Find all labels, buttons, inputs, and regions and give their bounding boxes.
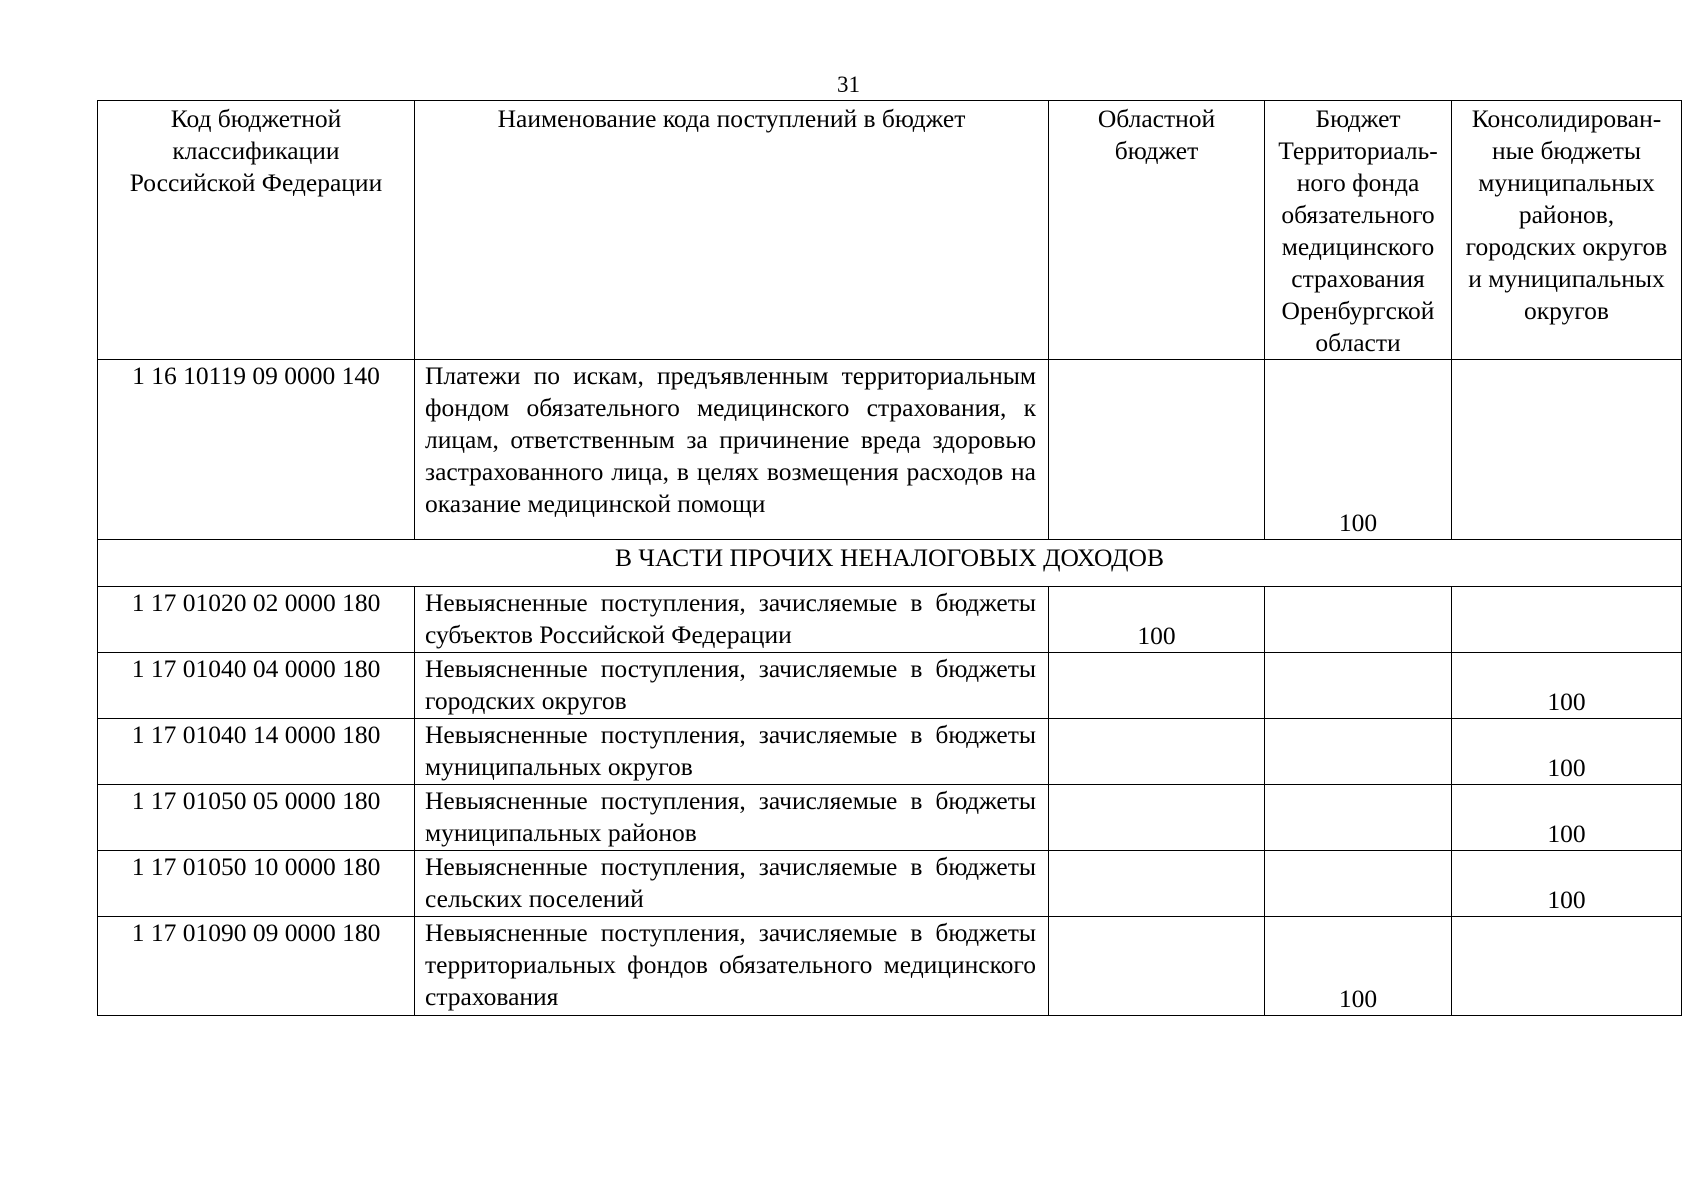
revenue-name: Невыясненные поступления, зачисляемые в бюджеты муниципальных округов — [415, 719, 1049, 785]
revenue-name: Платежи по искам, предъявленным территориальным фондом обязательного медицинского страхования, к лицам, ответственным за причинение вреда здоровью застрахованного лица, в целях возмещения расходов на оказание медицинской помощи — [415, 360, 1049, 540]
header-regional — [1049, 101, 1265, 360]
table-row — [98, 719, 1682, 785]
header-code-line: Российской Федерации — [129, 168, 383, 197]
header-municipal-line: округов — [1524, 296, 1609, 325]
table-row — [98, 653, 1682, 719]
page-number: 31 — [837, 72, 860, 97]
revenue-name: Невыясненные поступления, зачисляемые в бюджеты сельских поселений — [415, 851, 1049, 917]
header-name — [415, 101, 1049, 360]
header-regional-line: бюджет — [1114, 136, 1199, 165]
tfoms-share — [1265, 653, 1452, 719]
tfoms-share — [1265, 719, 1452, 785]
regional-share — [1049, 719, 1265, 785]
regional-share — [1049, 851, 1265, 917]
table-row — [98, 785, 1682, 851]
header-municipal-line: районов, — [1518, 200, 1615, 229]
municipal-share — [1452, 587, 1682, 653]
header-tfoms — [1265, 101, 1452, 360]
budget-code: 1 17 01040 04 0000 180 — [98, 653, 415, 719]
tfoms-share: 100 — [1265, 360, 1452, 540]
table-row — [98, 587, 1682, 653]
revenue-name: Невыясненные поступления, зачисляемые в бюджеты городских округов — [415, 653, 1049, 719]
budget-code: 1 17 01040 14 0000 180 — [98, 719, 415, 785]
revenue-name: Невыясненные поступления, зачисляемые в бюджеты муниципальных районов — [415, 785, 1049, 851]
municipal-share: 100 — [1452, 653, 1682, 719]
header-tfoms-line: страхования — [1291, 264, 1425, 293]
revenue-distribution-table — [97, 100, 1682, 1016]
table-row — [98, 917, 1682, 1016]
section-title: В ЧАСТИ ПРОЧИХ НЕНАЛОГОВЫХ ДОХОДОВ — [98, 540, 1682, 587]
revenue-name: Невыясненные поступления, зачисляемые в бюджеты субъектов Российской Федерации — [415, 587, 1049, 653]
header-tfoms-line: медицинского — [1281, 232, 1435, 261]
tfoms-share — [1265, 851, 1452, 917]
header-tfoms-line: Территориаль- — [1278, 136, 1438, 165]
header-municipal — [1452, 101, 1682, 360]
header-code-line: классификации — [172, 136, 340, 165]
budget-code: 1 17 01050 10 0000 180 — [98, 851, 415, 917]
budget-code: 1 17 01020 02 0000 180 — [98, 587, 415, 653]
tfoms-share — [1265, 785, 1452, 851]
header-municipal-line: городских округов — [1465, 232, 1668, 261]
header-regional-line: Областной — [1097, 104, 1216, 133]
header-tfoms-line: области — [1315, 328, 1401, 357]
municipal-share: 100 — [1452, 785, 1682, 851]
header-code — [98, 101, 415, 360]
regional-share — [1049, 653, 1265, 719]
municipal-share: 100 — [1452, 851, 1682, 917]
regional-share — [1049, 360, 1265, 540]
section-heading-row — [98, 540, 1682, 587]
header-municipal-line: и муниципальных — [1468, 264, 1665, 293]
header-name-line: Наименование кода поступлений в бюджет — [497, 104, 966, 133]
header-municipal-line: Консолидирован- — [1471, 104, 1662, 133]
header-code-line: Код бюджетной — [170, 104, 342, 133]
table-row — [98, 851, 1682, 917]
budget-code: 1 17 01090 09 0000 180 — [98, 917, 415, 1016]
header-tfoms-line: Оренбургской — [1281, 296, 1435, 325]
regional-share — [1049, 785, 1265, 851]
table-row — [98, 360, 1682, 540]
municipal-share — [1452, 360, 1682, 540]
budget-code: 1 17 01050 05 0000 180 — [98, 785, 415, 851]
header-municipal-line: муниципальных — [1478, 168, 1655, 197]
tfoms-share — [1265, 587, 1452, 653]
tfoms-share: 100 — [1265, 917, 1452, 1016]
regional-share — [1049, 917, 1265, 1016]
header-tfoms-line: ного фонда — [1296, 168, 1420, 197]
revenue-name: Невыясненные поступления, зачисляемые в бюджеты территориальных фондов обязательного медицинского страхования — [415, 917, 1049, 1016]
header-tfoms-line: обязательного — [1281, 200, 1435, 229]
header-municipal-line: ные бюджеты — [1491, 136, 1642, 165]
budget-code: 1 16 10119 09 0000 140 — [98, 360, 415, 540]
table-header-row — [98, 101, 1682, 360]
municipal-share: 100 — [1452, 719, 1682, 785]
municipal-share — [1452, 917, 1682, 1016]
header-tfoms-line: Бюджет — [1315, 104, 1401, 133]
regional-share: 100 — [1049, 587, 1265, 653]
